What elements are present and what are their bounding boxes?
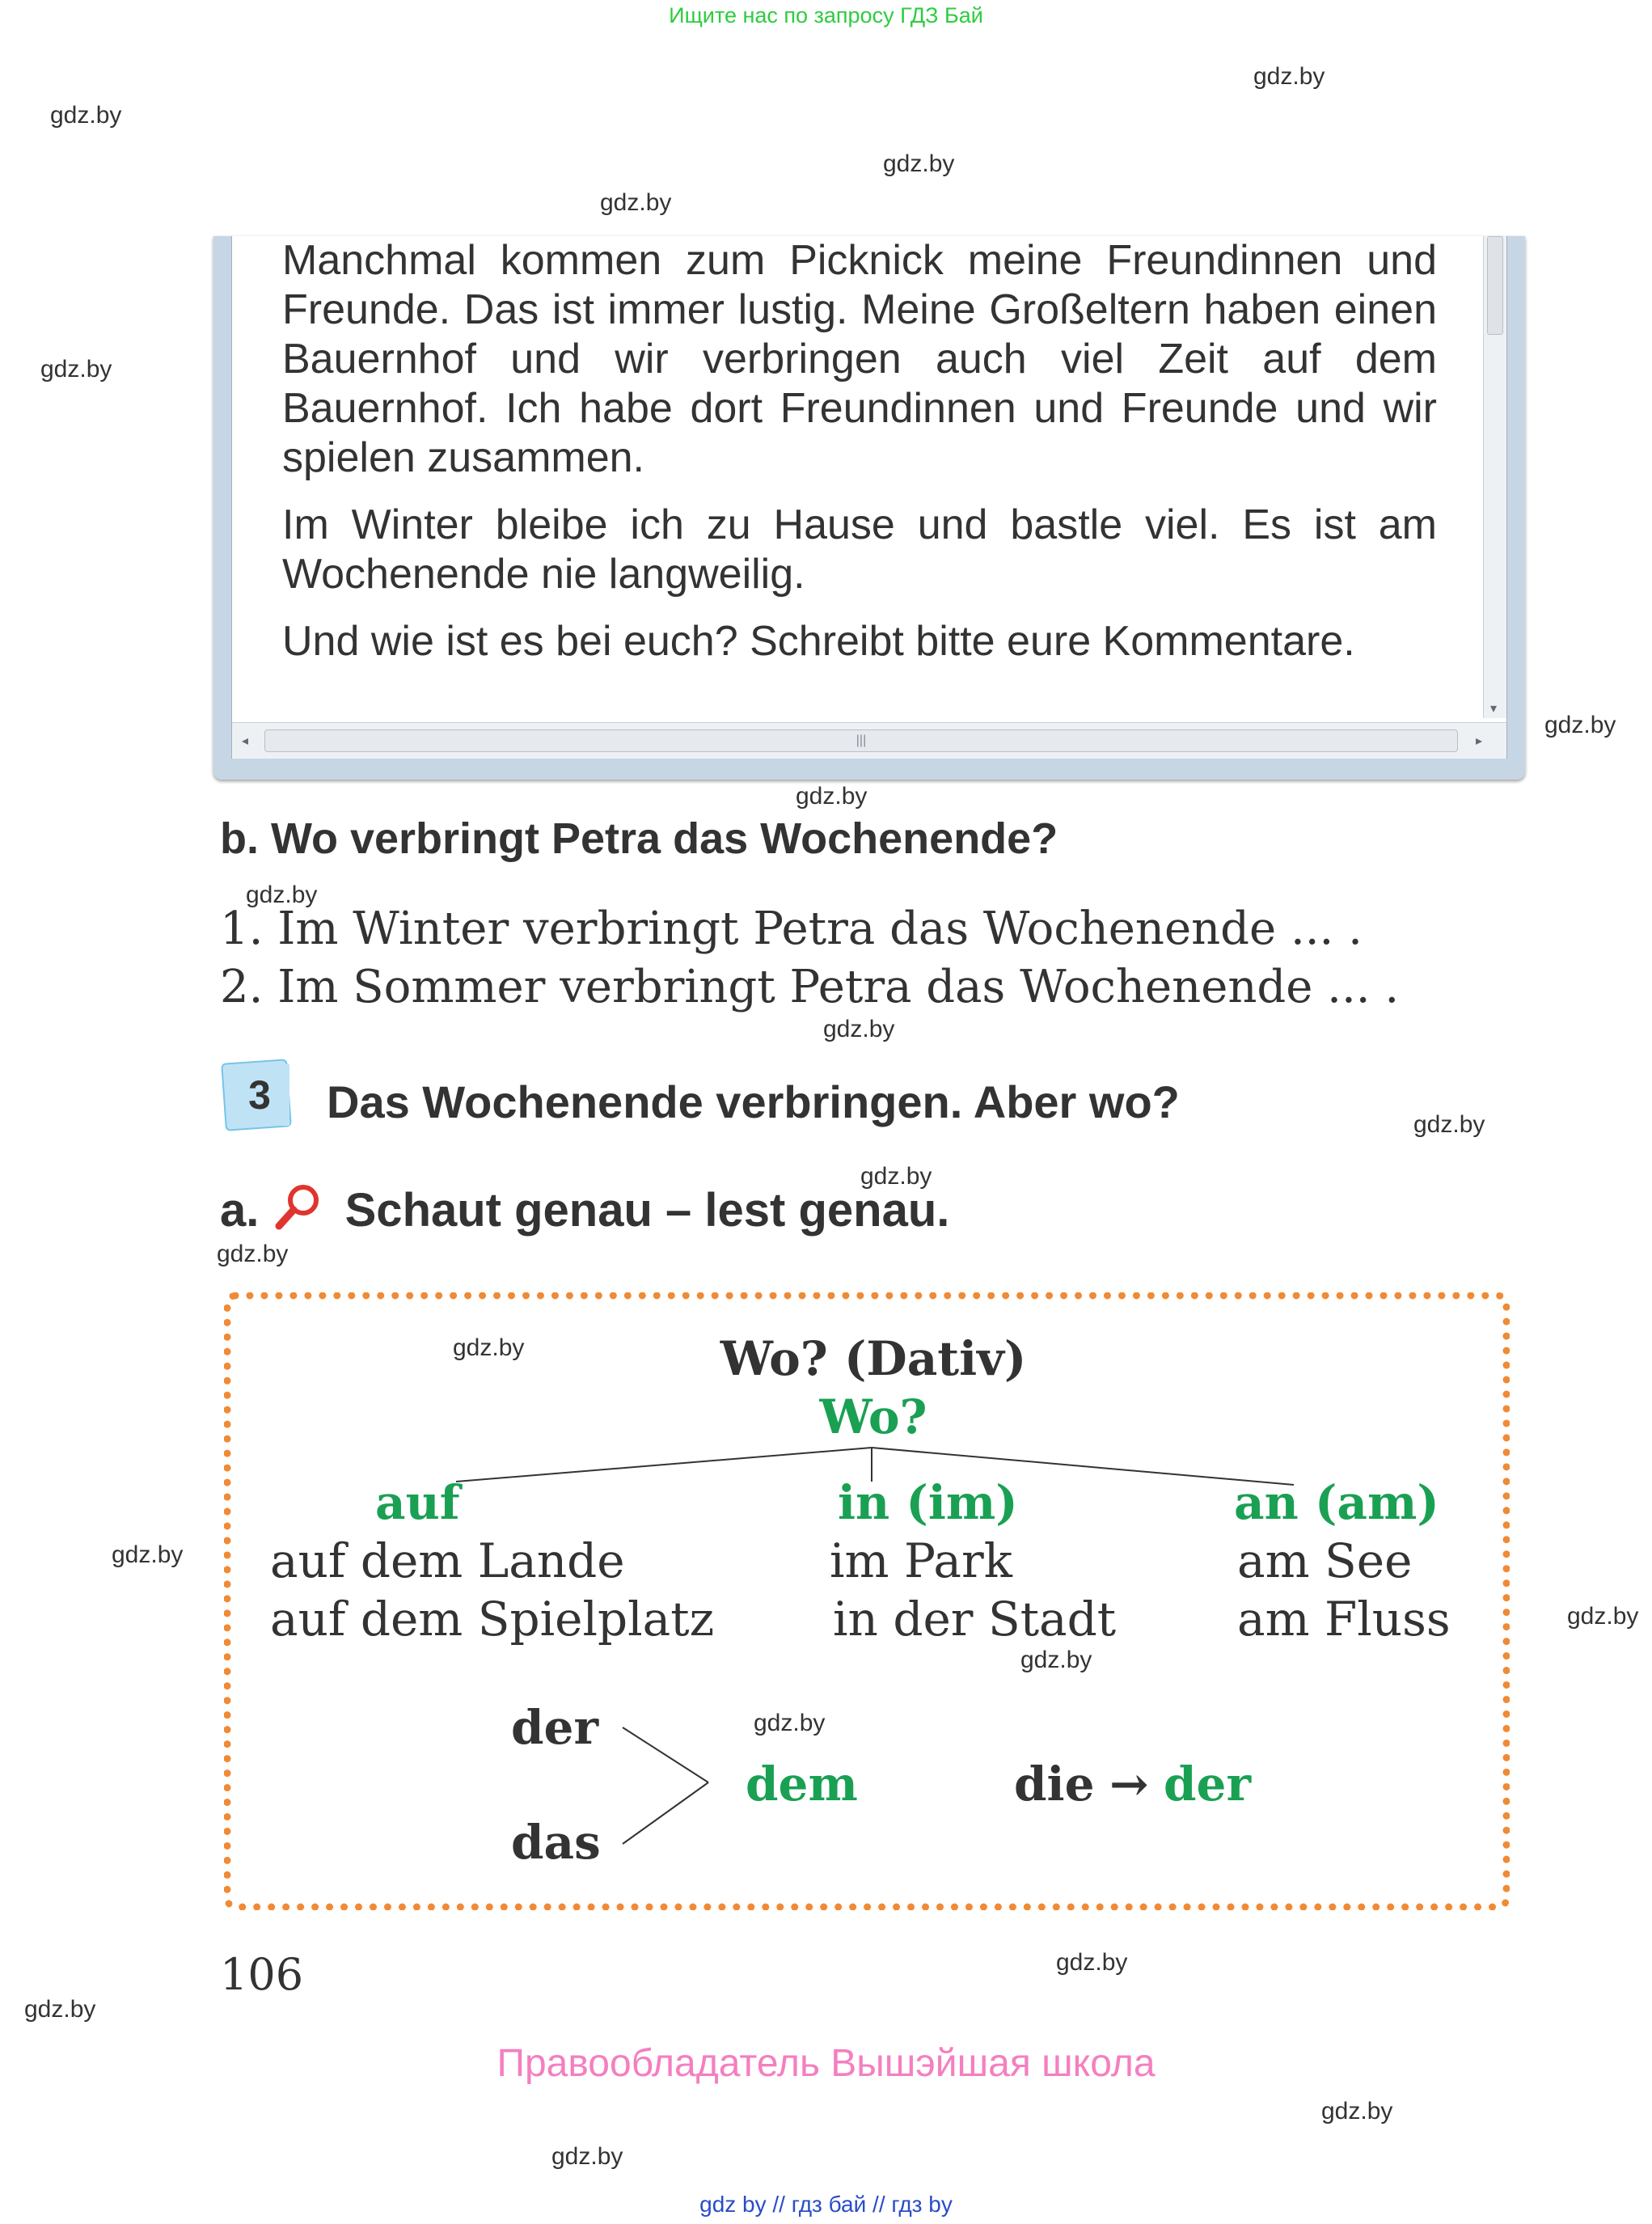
article-der: der [511,1700,599,1755]
scroll-down-arrow-icon[interactable]: ▾ [1490,702,1498,716]
watermark: gdz.by [1321,2098,1393,2125]
watermark: gdz.by [1413,1111,1485,1138]
scroll-left-arrow-icon[interactable]: ◂ [242,734,249,748]
article-der-result: der [1163,1757,1251,1812]
exercise-title: Das Wochenende verbringen. Aber wo? [327,1076,1180,1127]
example-in-1: im Park [830,1533,1012,1588]
example-auf-1: auf dem Lande [270,1533,625,1588]
watermark: gdz.by [24,1996,96,2023]
example-in-2: in der Stadt [833,1592,1117,1647]
watermark: gdz.by [217,1241,289,1267]
watermark: gdz.by [860,1163,932,1190]
bracket-line-upper [623,1727,708,1782]
preposition-an: an (am) [1234,1475,1439,1530]
article-paragraph: Und wie ist es bei euch? Schreibt bitte eure Kommentare. [282,618,1355,665]
watermark: gdz.by [883,150,955,177]
preposition-auf: auf [375,1475,460,1530]
example-an-1: am See [1237,1533,1413,1588]
page-number: 106 [220,1949,304,2000]
copyright-holder: Правообладатель Вышэйшая школа [496,2042,1156,2085]
question-b-line: 1. Im Winter verbringt Petra das Wochenende ... . [220,903,1363,955]
watermark: gdz.by [50,102,122,129]
example-an-2: am Fluss [1237,1592,1451,1647]
watermark: gdz.by [754,1710,826,1736]
horizontal-scroll-thumb[interactable]: ||| [264,729,1458,752]
watermark: gdz.by [246,882,318,908]
exercise-number: 3 [230,1064,289,1126]
arrow-icon: → [1109,1757,1149,1812]
article-die: die [1014,1757,1095,1812]
grammar-title: Wo? (Dativ) [720,1331,1027,1386]
watermark: gdz.by [796,783,868,810]
article-paragraph: Manchmal kommen zum Picknick meine Freundinnen und Freunde. Das ist immer lustig. Meine Großeltern haben einen Bauernhof und wir verbringen auch viel Zeit auf dem Bauernhof. Ich habe dort Freundinnen und Freunde und wir spielen zusammen. [282,237,1437,481]
watermark: gdz.by [600,189,672,216]
watermark: gdz.by [1544,712,1616,738]
article-paragraph: Im Winter bleibe ich zu Hause und bastle viel. Es ist am Wochenende nie langweilig. [282,501,1437,598]
watermark: gdz.by [453,1334,525,1361]
watermark: gdz.by [112,1541,184,1568]
top-banner[interactable]: Ищите нас по запросу ГДЗ Бай [669,3,983,27]
watermark: gdz.by [1020,1647,1092,1673]
preposition-in: in (im) [838,1475,1018,1530]
question-b-heading: b. Wo verbringt Petra das Wochenende? [220,814,1058,863]
watermark: gdz.by [551,2143,623,2170]
article-die-to-der [1014,1757,1251,1812]
scroll-right-arrow-icon[interactable]: ▸ [1475,734,1482,748]
watermark: gdz.by [40,356,112,383]
article-das: das [511,1815,601,1870]
watermark: gdz.by [1056,1949,1128,1976]
bottom-links[interactable]: gdz by // гдз бай // гдз by [699,2192,953,2217]
question-b-line: 2. Im Sommer verbringt Petra das Wochenende ... . [220,961,1400,1013]
article-dem: dem [746,1757,858,1812]
watermark: gdz.by [823,1016,895,1042]
connector-line-auf [456,1448,872,1482]
watermark: gdz.by [1567,1603,1639,1630]
bracket-line-lower [623,1782,708,1844]
sub-a-prefix: a. [220,1184,260,1237]
watermark: gdz.by [1253,63,1325,90]
example-auf-2: auf dem Spielplatz [270,1592,715,1647]
grammar-question: Wo? [819,1389,927,1444]
sub-a-text: Schaut genau – lest genau. [344,1184,950,1237]
